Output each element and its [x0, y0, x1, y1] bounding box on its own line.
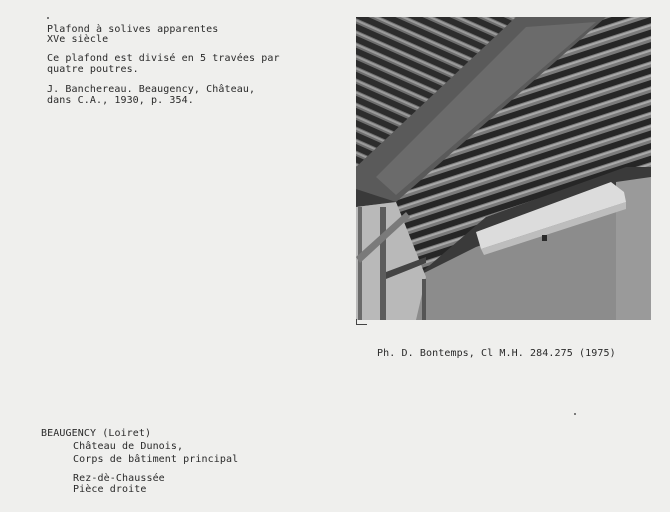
location-name: BEAUGENCY (Loiret) [41, 428, 152, 439]
speck-mark [574, 413, 576, 415]
description-century: XVe siècle [47, 34, 109, 45]
description-text-line1: Ce plafond est divisé en 5 travées par [47, 53, 280, 64]
location-line2: Corps de bâtiment principal [73, 454, 239, 465]
reference-line2: dans C.A., 1930, p. 354. [47, 95, 194, 106]
location-line1: Château de Dunois, [73, 441, 184, 452]
description-title: Plafond à solives apparentes [47, 24, 219, 35]
location-line4: Pièce droite [73, 484, 147, 495]
location-line3: Rez-dè-Chaussée [73, 473, 165, 484]
ceiling-beams-photo [356, 17, 651, 320]
reference-line1: J. Banchereau. Beaugency, Château, [47, 84, 256, 95]
top-dot-mark [47, 17, 49, 19]
description-text-line2: quatre poutres. [47, 64, 139, 75]
photo-corner-mark-h [356, 324, 367, 325]
photo-credit: Ph. D. Bontemps, Cl M.H. 284.275 (1975) [377, 348, 616, 359]
